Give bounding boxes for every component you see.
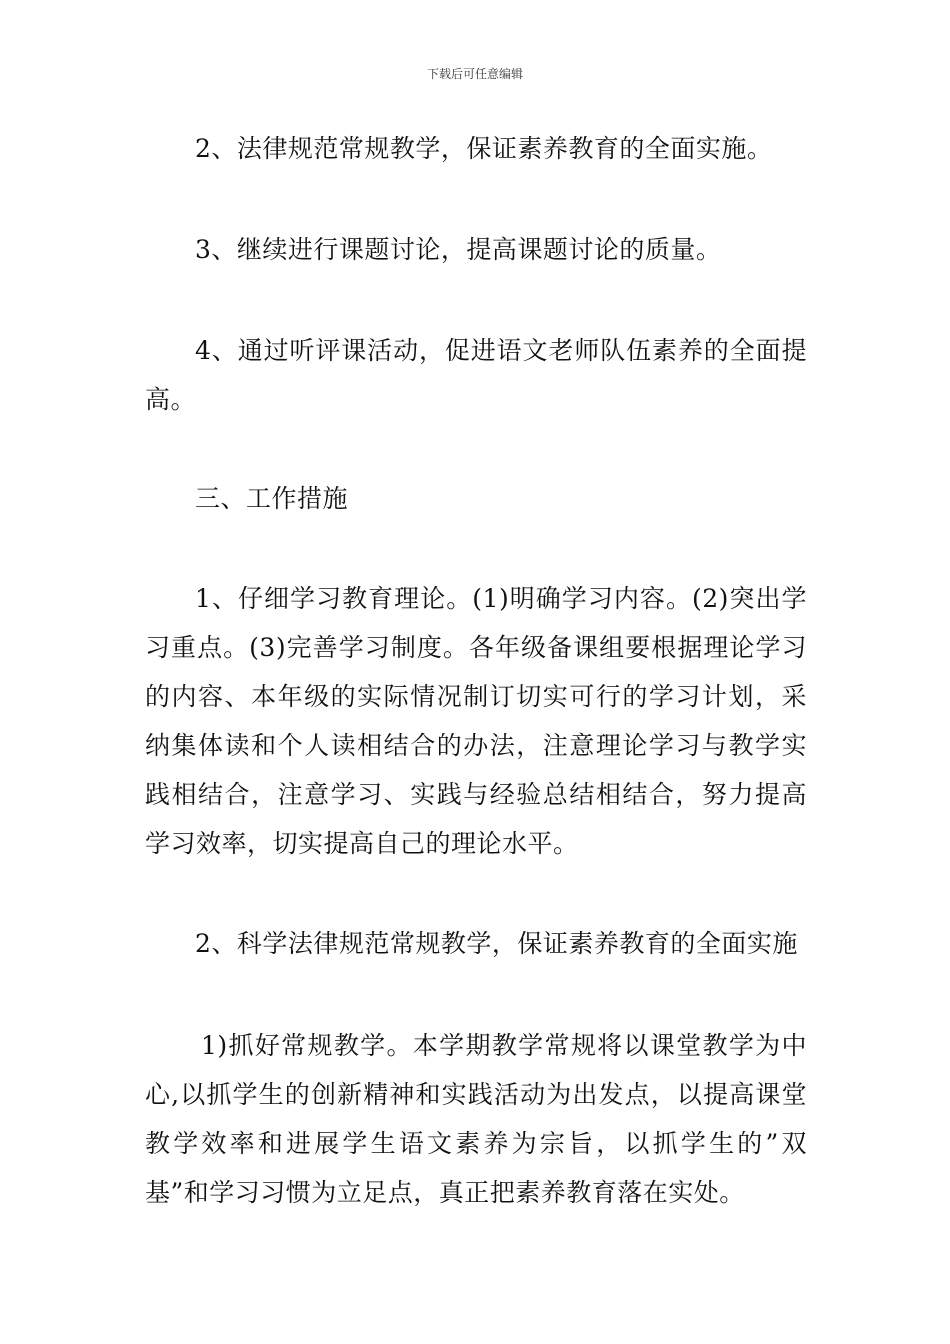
paragraph-measure-2: 2、科学法律规范常规教学，保证素养教育的全面实施 xyxy=(195,929,798,958)
paragraph-measure-2-item-1: 1)抓好常规教学。本学期教学常规将以课堂教学为中心,以抓学生的创新精神和实践活动为出发点，以提高课堂教学效率和进展学生语文素养为宗旨，以抓学生的”双基”和学习习惯为立足点，真正把素养教育落在实处。 xyxy=(145,1031,807,1207)
section-heading-measures: 三、工作措施 xyxy=(195,484,349,513)
paragraph-goal-4: 4、通过听评课活动，促进语文老师队伍素养的全面提高。 xyxy=(145,336,807,414)
paragraph-goal-2: 2、法律规范常规教学，保证素养教育的全面实施。 xyxy=(195,134,773,163)
page-header: 下载后可任意编辑 xyxy=(426,67,523,81)
paragraph-measure-1: 1、仔细学习教育理论。(1)明确学习内容。(2)突出学习重点。(3)完善学习制度。各年级备课组要根据理论学习的内容、本年级的实际情况制订切实可行的学习计划，采纳集体读和个人读相结合的办法，注意理论学习与教学实践相结合，注意学习、实践与经验总结相结合，努力提高学习效率，切实提高自己的理论水平。 xyxy=(145,584,807,858)
paragraph-goal-3: 3、继续进行课题讨论，提高课题讨论的质量。 xyxy=(195,235,722,264)
